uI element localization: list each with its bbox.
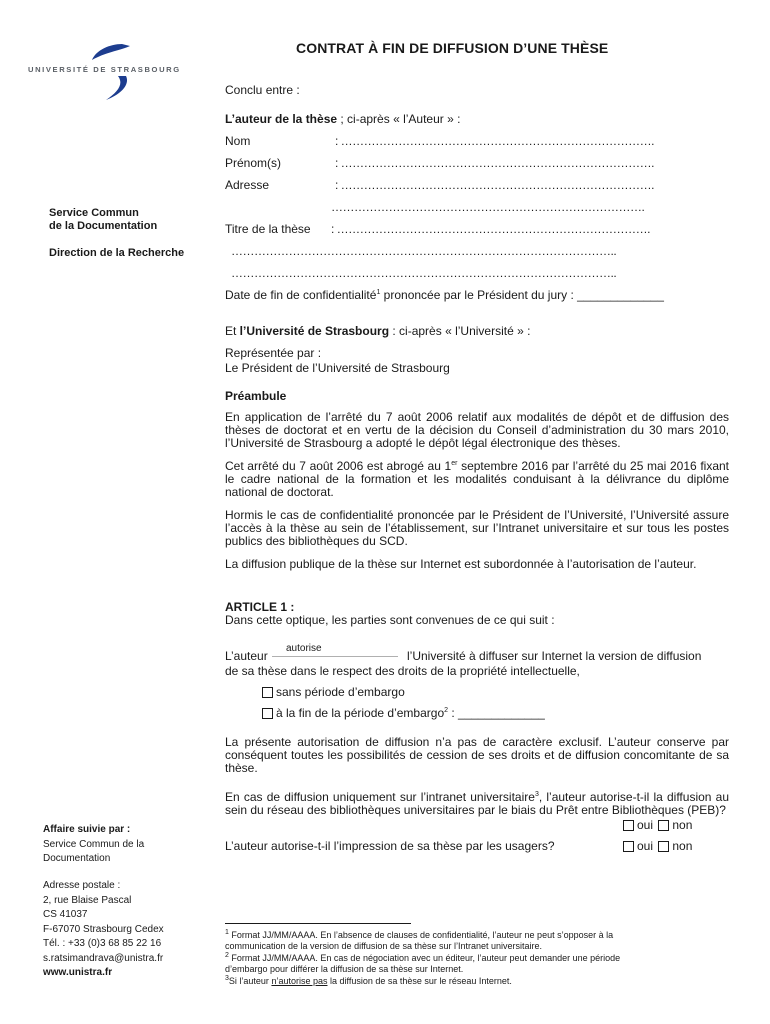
adresse-field-2[interactable]: ……………………………………………………………………….	[331, 200, 645, 214]
email: s.ratsimandrava@unistra.fr	[43, 953, 164, 964]
address-line2: CS 41037	[43, 909, 88, 920]
logo-text: UNIVERSITÉ DE STRASBOURG	[28, 65, 181, 74]
phone: Tél. : +33 (0)3 68 85 22 16	[43, 938, 162, 949]
auteur-heading	[225, 112, 460, 126]
footnote-ref-2: 2	[444, 707, 449, 714]
preambule-p2	[225, 460, 729, 499]
checkbox[interactable]	[658, 841, 669, 852]
website: www.unistra.fr	[43, 967, 113, 978]
option-sans-embargo[interactable]	[262, 685, 405, 699]
prenom-field[interactable]: : ……………………………………………………………………….	[335, 156, 655, 170]
footnote-1-num: 1	[225, 929, 229, 936]
conclu-entre: Conclu entre :	[225, 83, 300, 97]
p2-part-a: Cet arrêté du 7 août 2006 est abrogé au 1	[225, 459, 452, 473]
adresse-label: Adresse	[225, 178, 270, 192]
preambule-heading: Préambule	[225, 389, 287, 403]
footnote-ref-1: 1	[376, 289, 381, 296]
footnote-2-line1: Format JJ/MM/AAAA. En cas de négociation avec un éditeur, l’auteur peut demander une période	[228, 953, 621, 963]
impression-choice[interactable]	[623, 839, 692, 853]
preambule-p1: En application de l’arrêté du 7 août 2006 relatif aux modalités de dépôt et de diffusion des thèses de doctorat et en vertu de la décision du Conseil d’administration du 30 mars 2010, l’Université de Strasbourg a adopté le dépôt légal électronique des thèses.	[225, 410, 729, 450]
footnote-divider	[225, 923, 411, 924]
footnote-3-num: 3	[225, 975, 229, 982]
auteur-bold: L’auteur de la thèse	[225, 112, 338, 126]
option-sans-embargo-label: sans période d’embargo	[276, 685, 405, 699]
option-fin-embargo[interactable]	[262, 706, 545, 720]
autorise-select[interactable]: autorise	[272, 643, 398, 657]
president-line: Le Président de l’Université de Strasbourg	[225, 361, 450, 375]
checkbox[interactable]	[623, 841, 634, 852]
footnote-ref-3: 3	[534, 791, 539, 798]
checkbox[interactable]	[623, 820, 634, 831]
impression-question: L’auteur autorise-t-il l’impression de sa thèse par les usagers?	[225, 839, 555, 853]
footnote-3-underlined: n’autorise pas	[271, 976, 328, 986]
address-title: Adresse postale :	[43, 880, 121, 891]
titre-field[interactable]: : ……………………………………………………………………….	[331, 222, 651, 236]
footnote-3-part-b: la diffusion de sa thèse sur le réseau Internet.	[327, 976, 512, 986]
footnote-1	[225, 930, 613, 941]
address-line1: 2, rue Blaise Pascal	[43, 895, 132, 906]
embargo-date-field: : _____________	[448, 706, 545, 720]
adresse-field[interactable]: : ……………………………………………………………………….	[335, 178, 655, 192]
affaire-line2: Documentation	[43, 853, 111, 864]
titre-field-3[interactable]: ………………………………………………………………………………………..	[231, 266, 617, 280]
non-label: non	[672, 839, 693, 853]
article-heading: ARTICLE 1 :	[225, 600, 295, 614]
universite-heading	[225, 324, 530, 338]
intranet-paragraph	[225, 791, 729, 817]
affaire-title: Affaire suivie par :	[43, 824, 131, 835]
auteur-rest: ; ci-après « l’Auteur » :	[337, 112, 461, 126]
date-fin-label: Date de fin de confidentialité	[225, 288, 377, 302]
diffuser-text: l’Université à diffuser sur Internet la version de diffusion	[407, 649, 702, 663]
service-commun-label: Service Commun	[49, 207, 139, 219]
date-fin-field: prononcée par le Président du jury : _____________	[380, 288, 664, 302]
article-subtitle: Dans cette optique, les parties sont convenues de ce qui suit :	[225, 613, 555, 627]
universite-bold: l’Université de Strasbourg	[239, 324, 390, 338]
p2-part-b: septembre 2016 par l’arrêté du 25 mai 2016 fixant le cadre national de la formation et les modalités conduisant à la délivrance du diplôme national de doctorat.	[225, 459, 730, 499]
documentation-label: de la Documentation	[49, 220, 158, 232]
nom-field[interactable]: : ……………………………………………………………………….	[335, 134, 655, 148]
titre-field-2[interactable]: ………………………………………………………………………………………..	[231, 244, 617, 258]
preambule-p3: Hormis le cas de confidentialité prononcée par le Président de l’Université, l’Université assure l’accès à la thèse au sein de l’établissement, sur l’Intranet universitaire et sur tous les postes publics des bibliothèques du SCD.	[225, 508, 729, 548]
autorisation-paragraph: La présente autorisation de diffusion n’a pas de caractère exclusif. L’auteur conserve par conséquent toutes les possibilités de cession de ses droits et de diffusion concomitante de sa thèse.	[225, 735, 729, 775]
footnote-1-line1: Format JJ/MM/AAAA. En l’absence de clauses de confidentialité, l’auteur ne peut s’opposer à la	[228, 930, 614, 940]
peb-choice[interactable]	[623, 818, 692, 832]
preambule-p4: La diffusion publique de la thèse sur Internet est subordonnée à l’autorisation de l’auteur.	[225, 557, 697, 571]
checkbox[interactable]	[262, 708, 273, 719]
oui-label: oui	[637, 818, 654, 832]
footnote-3	[225, 976, 512, 987]
checkbox[interactable]	[658, 820, 669, 831]
intranet-part-a: En cas de diffusion uniquement sur l’intranet universitaire	[225, 790, 535, 804]
titre-label: Titre de la thèse	[225, 222, 311, 236]
footnote-2	[225, 953, 620, 964]
non-label: non	[672, 818, 693, 832]
p2-sup: er	[451, 460, 458, 467]
checkbox[interactable]	[262, 687, 273, 698]
footnote-1-line2: communication de la version de diffusion de sa thèse sur l’Intranet universitaire.	[225, 941, 543, 951]
prenom-label: Prénom(s)	[225, 156, 282, 170]
affaire-line1: Service Commun de la	[43, 839, 145, 850]
et-label: Et	[225, 324, 240, 338]
page-title: CONTRAT À FIN DE DIFFUSION D’UNE THÈSE	[296, 40, 609, 56]
lauteur-label: L’auteur	[225, 649, 268, 663]
diffuser-text-2: de sa thèse dans le respect des droits de la propriété intellectuelle,	[225, 664, 580, 678]
oui-label: oui	[637, 839, 654, 853]
intranet-part-b: , l’auteur autorise-t-il la diffusion au sein du réseau des bibliothèques universitaires par le biais du Prêt entre Bibliothèques (PEB)?	[225, 790, 729, 817]
direction-recherche-label: Direction de la Recherche	[49, 247, 185, 259]
footnote-2-line2: d’embargo pour différer la diffusion de sa thèse sur Internet.	[225, 964, 464, 974]
date-fin-line[interactable]	[225, 288, 664, 302]
footnote-3-part-a: Si l’auteur	[228, 976, 272, 986]
footnote-2-num: 2	[225, 952, 229, 959]
address-line3: F-67070 Strasbourg Cedex	[43, 924, 164, 935]
nom-label: Nom	[225, 134, 251, 148]
option-fin-embargo-label: à la fin de la période d’embargo	[276, 706, 445, 720]
universite-rest: : ci-après « l’Université » :	[389, 324, 531, 338]
representee-par: Représentée par :	[225, 346, 322, 360]
